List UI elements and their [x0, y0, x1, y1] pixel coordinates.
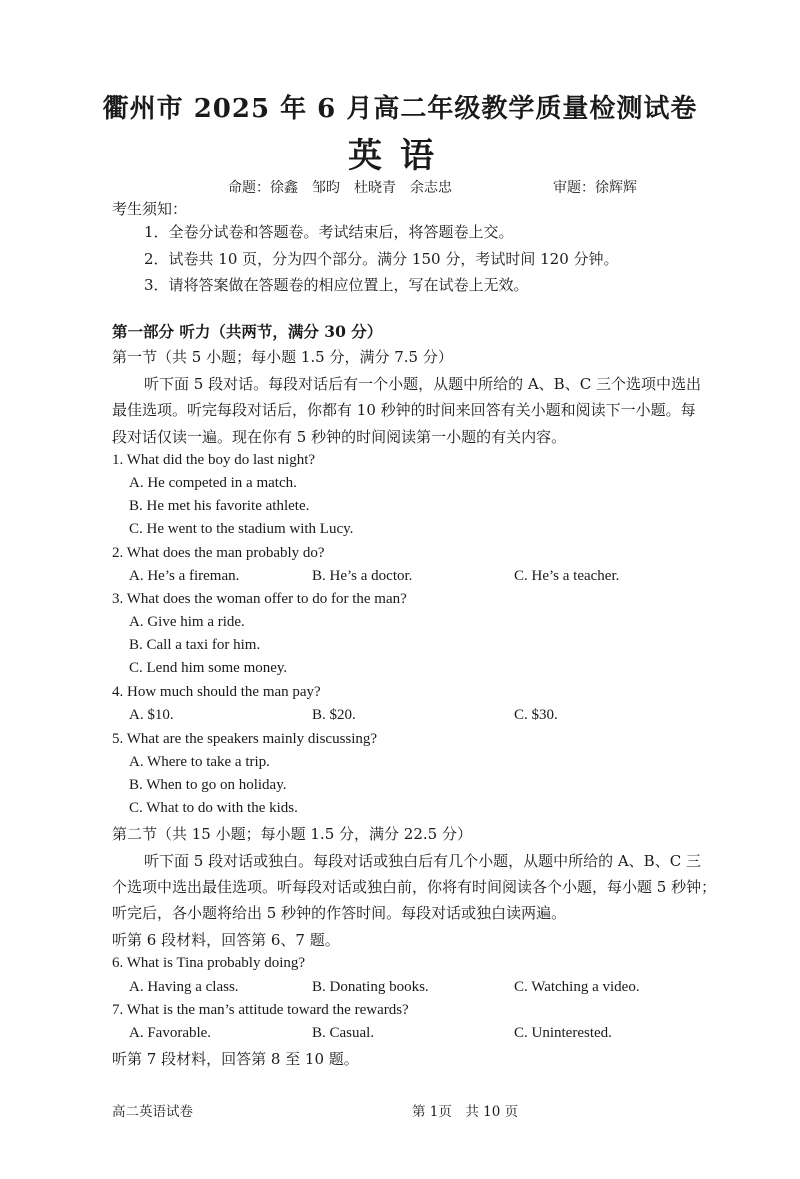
- question-5-stem: 5. What are the speakers mainly discussing?: [112, 731, 378, 747]
- question-4-option-c: C. $30.: [514, 707, 558, 723]
- notice-item: 2．试卷共 10 页，分为四个部分。满分 150 分，考试时间 120 分钟。: [144, 250, 619, 268]
- question-3-option-a: A. Give him a ride.: [129, 614, 245, 630]
- question-7-stem: 7. What is the man’s attitude toward the rewards?: [112, 1002, 409, 1018]
- notice-item: 1．全卷分试卷和答题卷。考试结束后，将答题卷上交。: [144, 223, 514, 241]
- question-5-option-c: C. What to do with the kids.: [129, 800, 298, 816]
- question-4-stem: 4. How much should the man pay?: [112, 684, 321, 700]
- question-1-option-c: C. He went to the stadium with Lucy.: [129, 521, 354, 537]
- question-2-option-b: B. He’s a doctor.: [312, 568, 413, 584]
- section2-heading: 第二节（共 15 小题；每小题 1.5 分，满分 22.5 分）: [112, 825, 472, 843]
- question-1-option-a: A. He competed in a match.: [129, 475, 297, 491]
- section2-instruction: 听完后，各小题将给出 5 秒钟的作答时间。每段对话或独白读两遍。: [112, 904, 567, 922]
- section2-instruction: 个选项中选出最佳选项。听每段对话或独白前，你将有时间阅读各个小题，每小题 5 秒钟；: [112, 878, 717, 896]
- question-5-option-b: B. When to go on holiday.: [129, 777, 287, 793]
- question-1-stem: 1. What did the boy do last night?: [112, 452, 316, 468]
- section1-heading: 第一节（共 5 小题；每小题 1.5 分，满分 7.5 分）: [112, 348, 453, 366]
- section1-instruction: 段对话仅读一遍。现在你有 5 秒钟的时间阅读第一小题的有关内容。: [112, 428, 567, 446]
- page-number: 第 1页 共 10 页: [412, 1104, 519, 1120]
- question-1-option-b: B. He met his favorite athlete.: [129, 498, 310, 514]
- authors-line: 命题：徐鑫 邹昀 杜晓青 余志忠: [228, 180, 452, 196]
- question-4-option-b: B. $20.: [312, 707, 356, 723]
- question-2-stem: 2. What does the man probably do?: [112, 545, 325, 561]
- section1-instruction: 最佳选项。听完每段对话后，你都有 10 秒钟的时间来回答有关小题和阅读下一小题。每: [112, 401, 696, 419]
- question-7-option-c: C. Uninterested.: [514, 1025, 612, 1041]
- part1-heading: 第一部分 听力（共两节，满分 30 分）: [112, 322, 383, 341]
- question-3-option-b: B. Call a taxi for him.: [129, 637, 261, 653]
- question-4-option-a: A. $10.: [129, 707, 174, 723]
- question-3-option-c: C. Lend him some money.: [129, 660, 288, 676]
- reviewer-line: 审题：徐辉辉: [553, 180, 637, 196]
- question-5-option-a: A. Where to take a trip.: [129, 754, 270, 770]
- question-7-option-a: A. Favorable.: [129, 1025, 212, 1041]
- exam-title: 衢州市 2025 年 6 月高二年级教学质量检测试卷: [102, 94, 698, 124]
- question-7-option-b: B. Casual.: [312, 1025, 375, 1041]
- section1-instruction: 听下面 5 段对话。每段对话后有一个小题，从题中所给的 A、B、C 三个选项中选出: [144, 375, 701, 393]
- question-6-option-a: A. Having a class.: [129, 979, 239, 995]
- question-6-option-b: B. Donating books.: [312, 979, 429, 995]
- question-2-option-a: A. He’s a fireman.: [129, 568, 240, 584]
- notice-heading: 考生须知：: [112, 200, 188, 218]
- question-6-option-c: C. Watching a video.: [514, 979, 640, 995]
- question-6-stem: 6. What is Tina probably doing?: [112, 955, 306, 971]
- section2-instruction: 听下面 5 段对话或独白。每段对话或独白后有几个小题，从题中所给的 A、B、C 三: [144, 852, 701, 870]
- footer-subject: 高二英语试卷: [112, 1104, 193, 1120]
- material-6-instruction: 听第 6 段材料，回答第 6、7 题。: [112, 931, 340, 949]
- question-3-stem: 3. What does the woman offer to do for the man?: [112, 591, 407, 607]
- notice-item: 3．请将答案做在答题卷的相应位置上，写在试卷上无效。: [144, 276, 529, 294]
- material-7-instruction: 听第 7 段材料，回答第 8 至 10 题。: [112, 1050, 359, 1068]
- subject-title: 英语: [348, 136, 452, 176]
- question-2-option-c: C. He’s a teacher.: [514, 568, 620, 584]
